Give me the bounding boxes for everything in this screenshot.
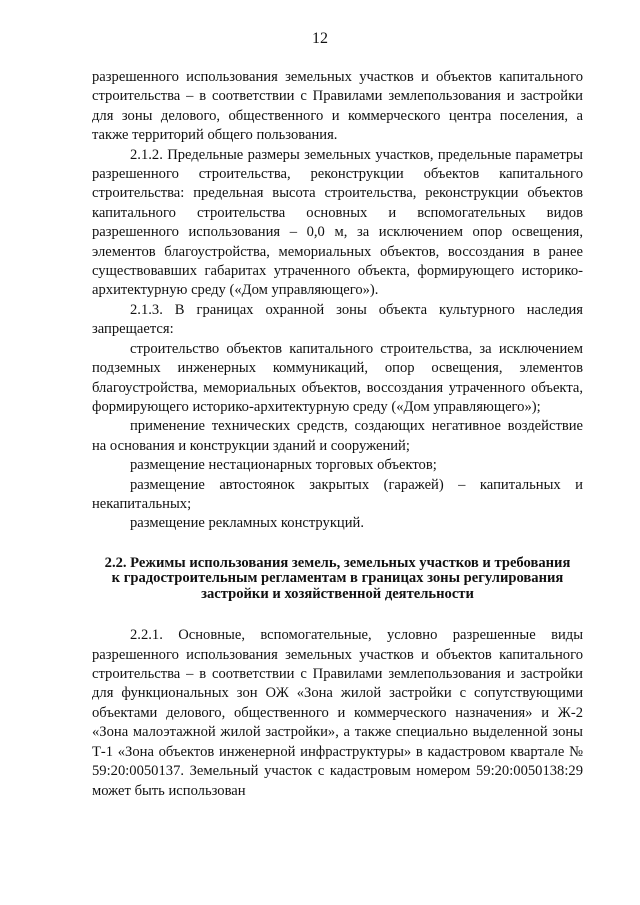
list-item-parking: размещение автостоянок закрытых (гаражей) – капитальных и некапитальных; bbox=[92, 476, 583, 512]
list-item-construction: строительство объектов капитального строительства, за исключением подземных инженерных коммуникаций, опор освещения, элементов благоустройства, мемориальных объектов, воссоздания утраченного объекта, формирующего историко-архитектурную среду («Дом управляющего»); bbox=[92, 340, 583, 415]
paragraph-2-1-2: 2.1.2. Предельные размеры земельных участков, предельные параметры разрешенного строительства, реконструкции объектов капитального строительства: предельная высота строительства, реконструкции объектов капитального строительства основных и вспомогательных видов разрешенного использования – 0,0 м, за исключением опор освещения, элементов благоустройства, мемориальных объектов, воссоздания в ранее существовавших габаритах утраченного объекта, формирующего историко-архитектурную среду («Дом управляющего»). bbox=[92, 146, 583, 299]
heading-line: 2.2. Режимы использования земель, земельных участков и требования bbox=[104, 554, 571, 571]
heading-line: к градостроительным регламентам в границах зоны регулирования bbox=[111, 570, 564, 587]
page-number: 12 bbox=[312, 30, 328, 47]
paragraph-2-2-1: 2.2.1. Основные, вспомогательные, условно разрешенные виды разрешенного использования земельных участков и объектов капитального строительства – в соответствии с Правилами землепользования и застройки для функциональных зон ОЖ «Зона жилой застройки с сопутствующими объектами делового, общественного и коммерческого назначения» и Ж-2 «Зона малоэтажной жилой застройки», а также специально выделенной зоны Т-1 «Зона объектов инженерной инфраструктуры» в кадастровом квартале № 59:20:0050137. Земельный участок с кадастровым номером 59:20:0050138:29 может быть использован bbox=[92, 627, 583, 799]
heading-line: застройки и хозяйственной деятельности bbox=[201, 585, 474, 602]
document-body bbox=[92, 68, 583, 801]
section-heading-2-2 bbox=[92, 556, 583, 603]
list-item-technical-means: применение технических средств, создающих негативное воздействие на основания и конструкции зданий и сооружений; bbox=[92, 418, 583, 454]
paragraph-continuation: разрешенного использования земельных участков и объектов капитального строительства – в соответствии с Правилами землепользования и застройки для зоны делового, общественного и коммерческого центра поселения, а также территорий общего пользования. bbox=[92, 69, 583, 144]
list-item-advertising: размещение рекламных конструкций. bbox=[130, 515, 364, 532]
list-item-trade-objects: размещение нестационарных торговых объектов; bbox=[130, 457, 437, 474]
paragraph-2-1-3: 2.1.3. В границах охранной зоны объекта культурного наследия запрещается: bbox=[92, 301, 583, 338]
